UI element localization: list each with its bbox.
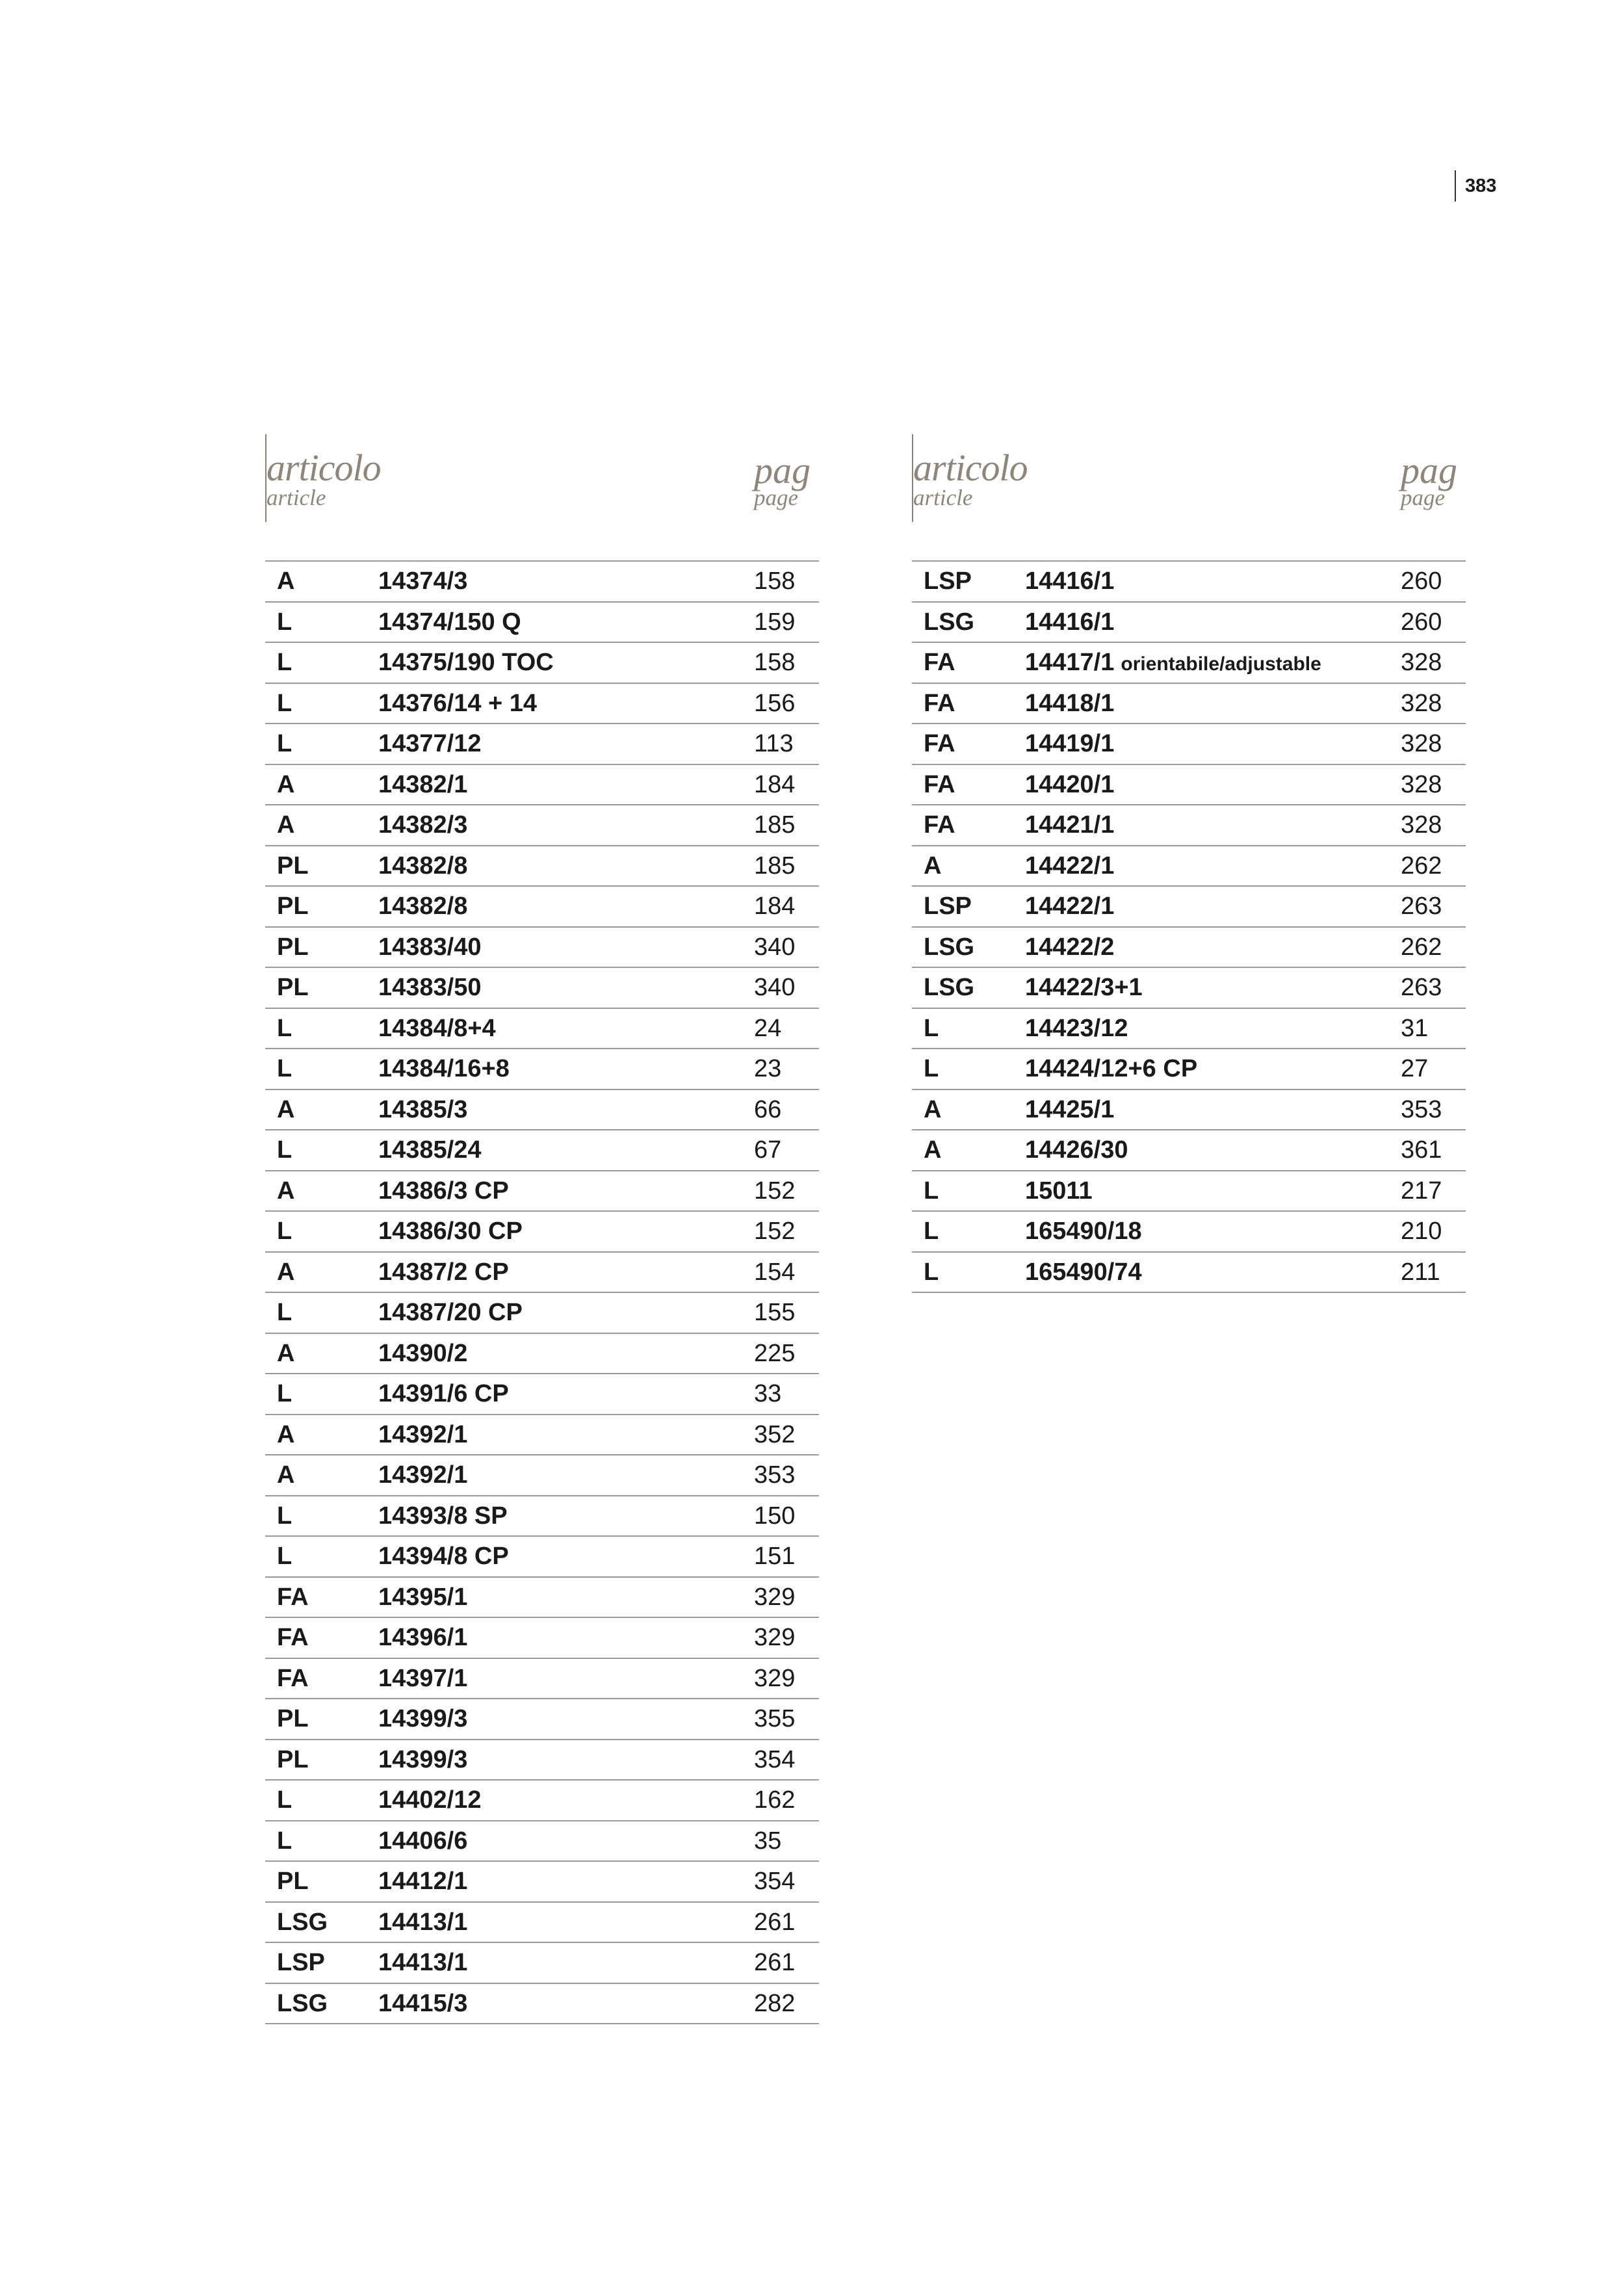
- row-code: 14390/2: [378, 1339, 468, 1367]
- row-code: 14399/3: [378, 1705, 468, 1732]
- row-type: L: [277, 1827, 292, 1855]
- row-page: 329: [754, 1624, 796, 1651]
- row-page: 354: [754, 1868, 796, 1895]
- row-code: 14384/16+8: [378, 1055, 510, 1082]
- row-code: 14377/12: [378, 730, 482, 757]
- column-header: [912, 434, 1466, 525]
- row-page: 225: [754, 1339, 796, 1367]
- row-type: A: [277, 1339, 295, 1367]
- row-code: 14422/1: [1025, 893, 1115, 920]
- row-page: 184: [754, 770, 796, 798]
- row-code: 14374/3: [378, 567, 468, 595]
- row-code-cell: [378, 1130, 482, 1169]
- row-code-cell: [1025, 1130, 1128, 1169]
- row-type: PL: [277, 1705, 309, 1732]
- table-row: [265, 1984, 819, 2025]
- row-type: A: [924, 1095, 942, 1123]
- table-row: [912, 1090, 1466, 1131]
- row-code-cell: [378, 968, 482, 1007]
- row-code-cell: [1025, 1049, 1197, 1088]
- table-row: [265, 1781, 819, 1821]
- row-type: L: [277, 1218, 292, 1245]
- row-page: 152: [754, 1218, 796, 1245]
- table-row: [265, 1049, 819, 1090]
- table-row: [265, 1334, 819, 1375]
- row-code-cell: [378, 1862, 467, 1901]
- column-header: [265, 434, 819, 525]
- index-column-left: [265, 434, 819, 2017]
- table-row: [912, 887, 1466, 928]
- row-code: 14422/2: [1025, 933, 1115, 961]
- row-type: A: [277, 1420, 295, 1448]
- row-page: 210: [1401, 1218, 1442, 1245]
- row-code-cell: [378, 643, 554, 682]
- row-page: 328: [1401, 811, 1442, 839]
- row-page: 67: [754, 1136, 782, 1164]
- row-page: 353: [754, 1461, 796, 1489]
- table-row: [265, 1740, 819, 1781]
- row-code: 15011: [1025, 1177, 1093, 1205]
- row-code-cell: [1025, 887, 1114, 926]
- table-row: [265, 724, 819, 765]
- row-page: 158: [754, 649, 796, 676]
- row-type: PL: [277, 1745, 309, 1773]
- row-type: LSG: [277, 1989, 328, 2017]
- table-row: [912, 805, 1466, 846]
- row-type: PL: [277, 1868, 309, 1895]
- row-code-cell: [1025, 765, 1114, 804]
- row-code: 14413/1: [378, 1949, 468, 1976]
- table-row: [265, 765, 819, 806]
- header-article-it: articolo: [266, 447, 381, 489]
- row-code-cell: [378, 1943, 467, 1982]
- table-row: [265, 1455, 819, 1496]
- row-code: 14383/50: [378, 974, 482, 1001]
- row-type: L: [277, 1014, 292, 1042]
- row-type: PL: [277, 933, 309, 961]
- row-page: 150: [754, 1502, 796, 1530]
- row-code: 14412/1: [378, 1868, 468, 1895]
- table-row: [265, 562, 819, 603]
- row-page: 156: [754, 689, 796, 717]
- row-code: 14382/1: [378, 770, 468, 798]
- row-code-cell: [1025, 603, 1114, 642]
- table-row: [912, 724, 1466, 765]
- row-code: 14384/8+4: [378, 1014, 496, 1042]
- index-table-left: [265, 560, 819, 2024]
- row-code-cell: [378, 1374, 509, 1413]
- row-page: 159: [754, 608, 796, 636]
- row-type: LSG: [924, 974, 975, 1001]
- table-row: [265, 846, 819, 887]
- row-page: 263: [1401, 893, 1442, 920]
- row-code: 14399/3: [378, 1745, 468, 1773]
- row-code: 14425/1: [1025, 1095, 1115, 1123]
- row-page: 354: [754, 1745, 796, 1773]
- table-row: [265, 1171, 819, 1212]
- table-row: [265, 968, 819, 1009]
- row-type: FA: [924, 811, 955, 839]
- row-code: 14385/3: [378, 1095, 468, 1123]
- table-row: [912, 1009, 1466, 1050]
- table-row: [265, 1618, 819, 1659]
- table-row: [265, 684, 819, 725]
- row-page: 262: [1401, 852, 1442, 880]
- table-row: [265, 603, 819, 644]
- row-page: 154: [754, 1258, 796, 1286]
- row-page: 24: [754, 1014, 782, 1042]
- row-page: 263: [1401, 974, 1442, 1001]
- table-row: [265, 1496, 819, 1537]
- row-type: PL: [277, 974, 309, 1001]
- table-row: [265, 1253, 819, 1294]
- table-row: [265, 887, 819, 928]
- row-code-cell: [378, 1455, 467, 1494]
- table-row: [912, 1253, 1466, 1294]
- row-page: 329: [754, 1583, 796, 1611]
- row-type: L: [924, 1218, 939, 1245]
- row-code-cell: [1025, 928, 1114, 967]
- header-article-en: article: [913, 485, 973, 510]
- row-type: L: [277, 1502, 292, 1530]
- row-code-cell: [378, 1578, 467, 1617]
- row-type: L: [277, 1136, 292, 1164]
- row-type: LSP: [924, 567, 972, 595]
- row-code-cell: [378, 1740, 467, 1779]
- row-page: 152: [754, 1177, 796, 1205]
- row-page: 361: [1401, 1136, 1442, 1164]
- row-code: 14394/8 CP: [378, 1543, 509, 1570]
- row-note: orientabile/adjustable: [1121, 653, 1321, 675]
- row-type: PL: [277, 893, 309, 920]
- row-type: L: [277, 1786, 292, 1814]
- row-type: L: [924, 1014, 939, 1042]
- row-type: FA: [277, 1664, 309, 1692]
- row-type: L: [277, 1299, 292, 1326]
- header-page-en: page: [1401, 485, 1446, 510]
- row-page: 328: [1401, 689, 1442, 717]
- row-type: L: [924, 1055, 939, 1082]
- row-page: 352: [754, 1420, 796, 1448]
- row-page: 260: [1401, 608, 1442, 636]
- row-code: 14395/1: [378, 1583, 468, 1611]
- table-row: [912, 765, 1466, 806]
- table-row: [912, 1049, 1466, 1090]
- row-type: L: [924, 1258, 939, 1286]
- index-column-right: [912, 434, 1466, 1286]
- table-row: [265, 1659, 819, 1700]
- row-code: 14376/14 + 14: [378, 689, 538, 717]
- row-type: L: [277, 1055, 292, 1082]
- row-type: FA: [924, 689, 955, 717]
- table-row: [912, 1130, 1466, 1171]
- row-code: 14383/40: [378, 933, 482, 961]
- row-type: PL: [277, 852, 309, 880]
- row-type: A: [277, 1461, 295, 1489]
- row-type: A: [277, 1258, 295, 1286]
- row-page: 328: [1401, 649, 1442, 676]
- table-row: [265, 1578, 819, 1619]
- row-code-cell: [378, 1821, 467, 1860]
- row-code: 14424/12+6 CP: [1025, 1055, 1198, 1082]
- table-row: [265, 1212, 819, 1253]
- row-code-cell: [378, 603, 521, 642]
- table-row: [265, 1537, 819, 1578]
- table-row: [912, 968, 1466, 1009]
- row-code: 14382/3: [378, 811, 468, 839]
- row-code-cell: [378, 1334, 467, 1373]
- row-code: 14392/1: [378, 1461, 468, 1489]
- row-type: A: [277, 567, 295, 595]
- row-code-cell: [1025, 846, 1114, 885]
- header-article-en: article: [266, 485, 326, 510]
- table-row: [265, 1293, 819, 1334]
- row-code-cell: [378, 724, 482, 763]
- row-page: 328: [1401, 770, 1442, 798]
- row-code-cell: [378, 1171, 509, 1210]
- row-code-cell: [378, 684, 537, 723]
- row-page: 211: [1401, 1258, 1440, 1286]
- row-page: 185: [754, 852, 796, 880]
- table-row: [265, 643, 819, 684]
- row-code-cell: [1025, 724, 1114, 763]
- row-type: FA: [277, 1624, 309, 1651]
- row-code: 14413/1: [378, 1908, 468, 1936]
- row-type: LSG: [924, 933, 975, 961]
- row-code-cell: [378, 1293, 523, 1332]
- row-type: FA: [924, 730, 955, 757]
- row-type: L: [277, 689, 292, 717]
- row-type: FA: [924, 770, 955, 798]
- row-code-cell: [378, 1781, 482, 1820]
- row-page: 261: [754, 1949, 796, 1976]
- row-type: A: [277, 1177, 295, 1205]
- row-page: 260: [1401, 567, 1442, 595]
- row-code: 14402/12: [378, 1786, 482, 1814]
- table-row: [912, 1212, 1466, 1253]
- row-type: A: [924, 852, 942, 880]
- row-type: LSG: [277, 1908, 328, 1936]
- row-code-cell: [378, 846, 467, 885]
- row-code-cell: [1025, 1090, 1114, 1129]
- table-row: [265, 1943, 819, 1984]
- row-page: 155: [754, 1299, 796, 1326]
- row-page: 262: [1401, 933, 1442, 961]
- row-code: 14422/3+1: [1025, 974, 1143, 1001]
- row-code-cell: [378, 887, 467, 926]
- row-code-cell: [1025, 1171, 1093, 1210]
- row-type: A: [277, 811, 295, 839]
- table-row: [265, 1130, 819, 1171]
- row-page: 340: [754, 974, 796, 1001]
- table-row: [912, 1171, 1466, 1212]
- row-code-cell: [1025, 562, 1114, 601]
- row-page: 282: [754, 1989, 796, 2017]
- row-code-cell: [378, 1903, 467, 1942]
- row-code: 14392/1: [378, 1420, 468, 1448]
- header-page-it: pag: [754, 449, 811, 491]
- table-row: [265, 1903, 819, 1944]
- row-page: 158: [754, 567, 796, 595]
- header-page-it: pag: [1401, 449, 1457, 491]
- row-page: 329: [754, 1664, 796, 1692]
- table-row: [912, 846, 1466, 887]
- row-page: 31: [1401, 1014, 1429, 1042]
- row-code: 165490/74: [1025, 1258, 1142, 1286]
- row-code-cell: [1025, 1212, 1142, 1251]
- row-code-cell: [378, 1212, 523, 1251]
- row-page: 353: [1401, 1095, 1442, 1123]
- row-code: 14419/1: [1025, 730, 1115, 757]
- row-code: 14393/8 SP: [378, 1502, 508, 1530]
- row-code: 14416/1: [1025, 567, 1115, 595]
- table-row: [265, 1821, 819, 1862]
- row-type: FA: [277, 1583, 309, 1611]
- row-type: LSG: [924, 608, 975, 636]
- row-page: 355: [754, 1705, 796, 1732]
- row-code-cell: [1025, 1009, 1128, 1048]
- row-page: 27: [1401, 1055, 1429, 1082]
- row-page: 184: [754, 893, 796, 920]
- row-page: 66: [754, 1095, 782, 1123]
- row-code: 14418/1: [1025, 689, 1115, 717]
- row-type: A: [277, 770, 295, 798]
- row-code-cell: [378, 1090, 467, 1129]
- row-code: 14417/1: [1025, 649, 1115, 676]
- row-code: 14386/30 CP: [378, 1218, 523, 1245]
- row-code: 14421/1: [1025, 811, 1115, 839]
- row-code-cell: [378, 928, 482, 967]
- row-type: L: [924, 1177, 939, 1205]
- header-page-en: page: [754, 485, 799, 510]
- row-code-cell: [378, 1009, 496, 1048]
- row-page: 162: [754, 1786, 796, 1814]
- row-code: 14396/1: [378, 1624, 468, 1651]
- row-type: L: [277, 1543, 292, 1570]
- row-type: L: [277, 608, 292, 636]
- table-row: [265, 1699, 819, 1740]
- row-page: 151: [754, 1543, 796, 1570]
- row-code: 165490/18: [1025, 1218, 1142, 1245]
- row-type: LSP: [924, 893, 972, 920]
- table-row: [912, 562, 1466, 603]
- row-code: 14391/6 CP: [378, 1380, 509, 1407]
- table-row: [912, 643, 1466, 684]
- row-type: L: [277, 649, 292, 676]
- table-row: [265, 805, 819, 846]
- row-page: 217: [1401, 1177, 1442, 1205]
- row-code-cell: [1025, 968, 1143, 1007]
- table-row: [265, 1415, 819, 1456]
- row-code: 14387/20 CP: [378, 1299, 523, 1326]
- row-code-cell: [378, 1659, 467, 1698]
- header-article-it: articolo: [913, 447, 1028, 489]
- row-page: 23: [754, 1055, 782, 1082]
- row-code: 14387/2 CP: [378, 1258, 509, 1286]
- page-number: 383: [1455, 170, 1496, 202]
- row-code-cell: [378, 805, 467, 844]
- row-code: 14374/150 Q: [378, 608, 521, 636]
- row-code-cell: [378, 1984, 467, 2023]
- row-code-cell: [378, 562, 467, 601]
- index-table-right: [912, 560, 1466, 1293]
- row-page: 113: [754, 730, 794, 757]
- row-code: 14375/190 TOC: [378, 649, 554, 676]
- table-row: [265, 928, 819, 969]
- table-row: [912, 684, 1466, 725]
- row-page: 340: [754, 933, 796, 961]
- row-code: 14420/1: [1025, 770, 1115, 798]
- row-page: 261: [754, 1908, 796, 1936]
- row-code-cell: [1025, 643, 1321, 684]
- table-row: [265, 1374, 819, 1415]
- row-code-cell: [378, 1618, 467, 1657]
- row-code-cell: [378, 765, 467, 804]
- table-row: [912, 603, 1466, 644]
- row-code-cell: [1025, 684, 1114, 723]
- row-page: 33: [754, 1380, 782, 1407]
- table-row: [265, 1090, 819, 1131]
- row-page: 35: [754, 1827, 782, 1855]
- row-code-cell: [378, 1253, 509, 1292]
- row-code: 14382/8: [378, 852, 468, 880]
- row-code: 14423/12: [1025, 1014, 1128, 1042]
- row-type: L: [277, 730, 292, 757]
- row-code: 14416/1: [1025, 608, 1115, 636]
- row-code-cell: [378, 1537, 509, 1576]
- row-code: 14385/24: [378, 1136, 482, 1164]
- row-page: 185: [754, 811, 796, 839]
- table-row: [265, 1862, 819, 1903]
- row-code-cell: [1025, 805, 1114, 844]
- row-page: 328: [1401, 730, 1442, 757]
- row-type: FA: [924, 649, 955, 676]
- row-type: L: [277, 1380, 292, 1407]
- row-code-cell: [378, 1415, 467, 1454]
- row-code-cell: [378, 1496, 508, 1535]
- row-code: 14386/3 CP: [378, 1177, 509, 1205]
- row-code: 14382/8: [378, 893, 468, 920]
- row-code: 14415/3: [378, 1989, 468, 2017]
- row-code: 14426/30: [1025, 1136, 1128, 1164]
- table-row: [265, 1009, 819, 1050]
- row-type: A: [277, 1095, 295, 1123]
- table-row: [912, 928, 1466, 969]
- row-type: LSP: [277, 1949, 325, 1976]
- row-code: 14397/1: [378, 1664, 468, 1692]
- row-code: 14422/1: [1025, 852, 1115, 880]
- row-code-cell: [378, 1699, 467, 1738]
- row-code-cell: [378, 1049, 510, 1088]
- row-code: 14406/6: [378, 1827, 468, 1855]
- row-type: A: [924, 1136, 942, 1164]
- row-code-cell: [1025, 1253, 1142, 1292]
